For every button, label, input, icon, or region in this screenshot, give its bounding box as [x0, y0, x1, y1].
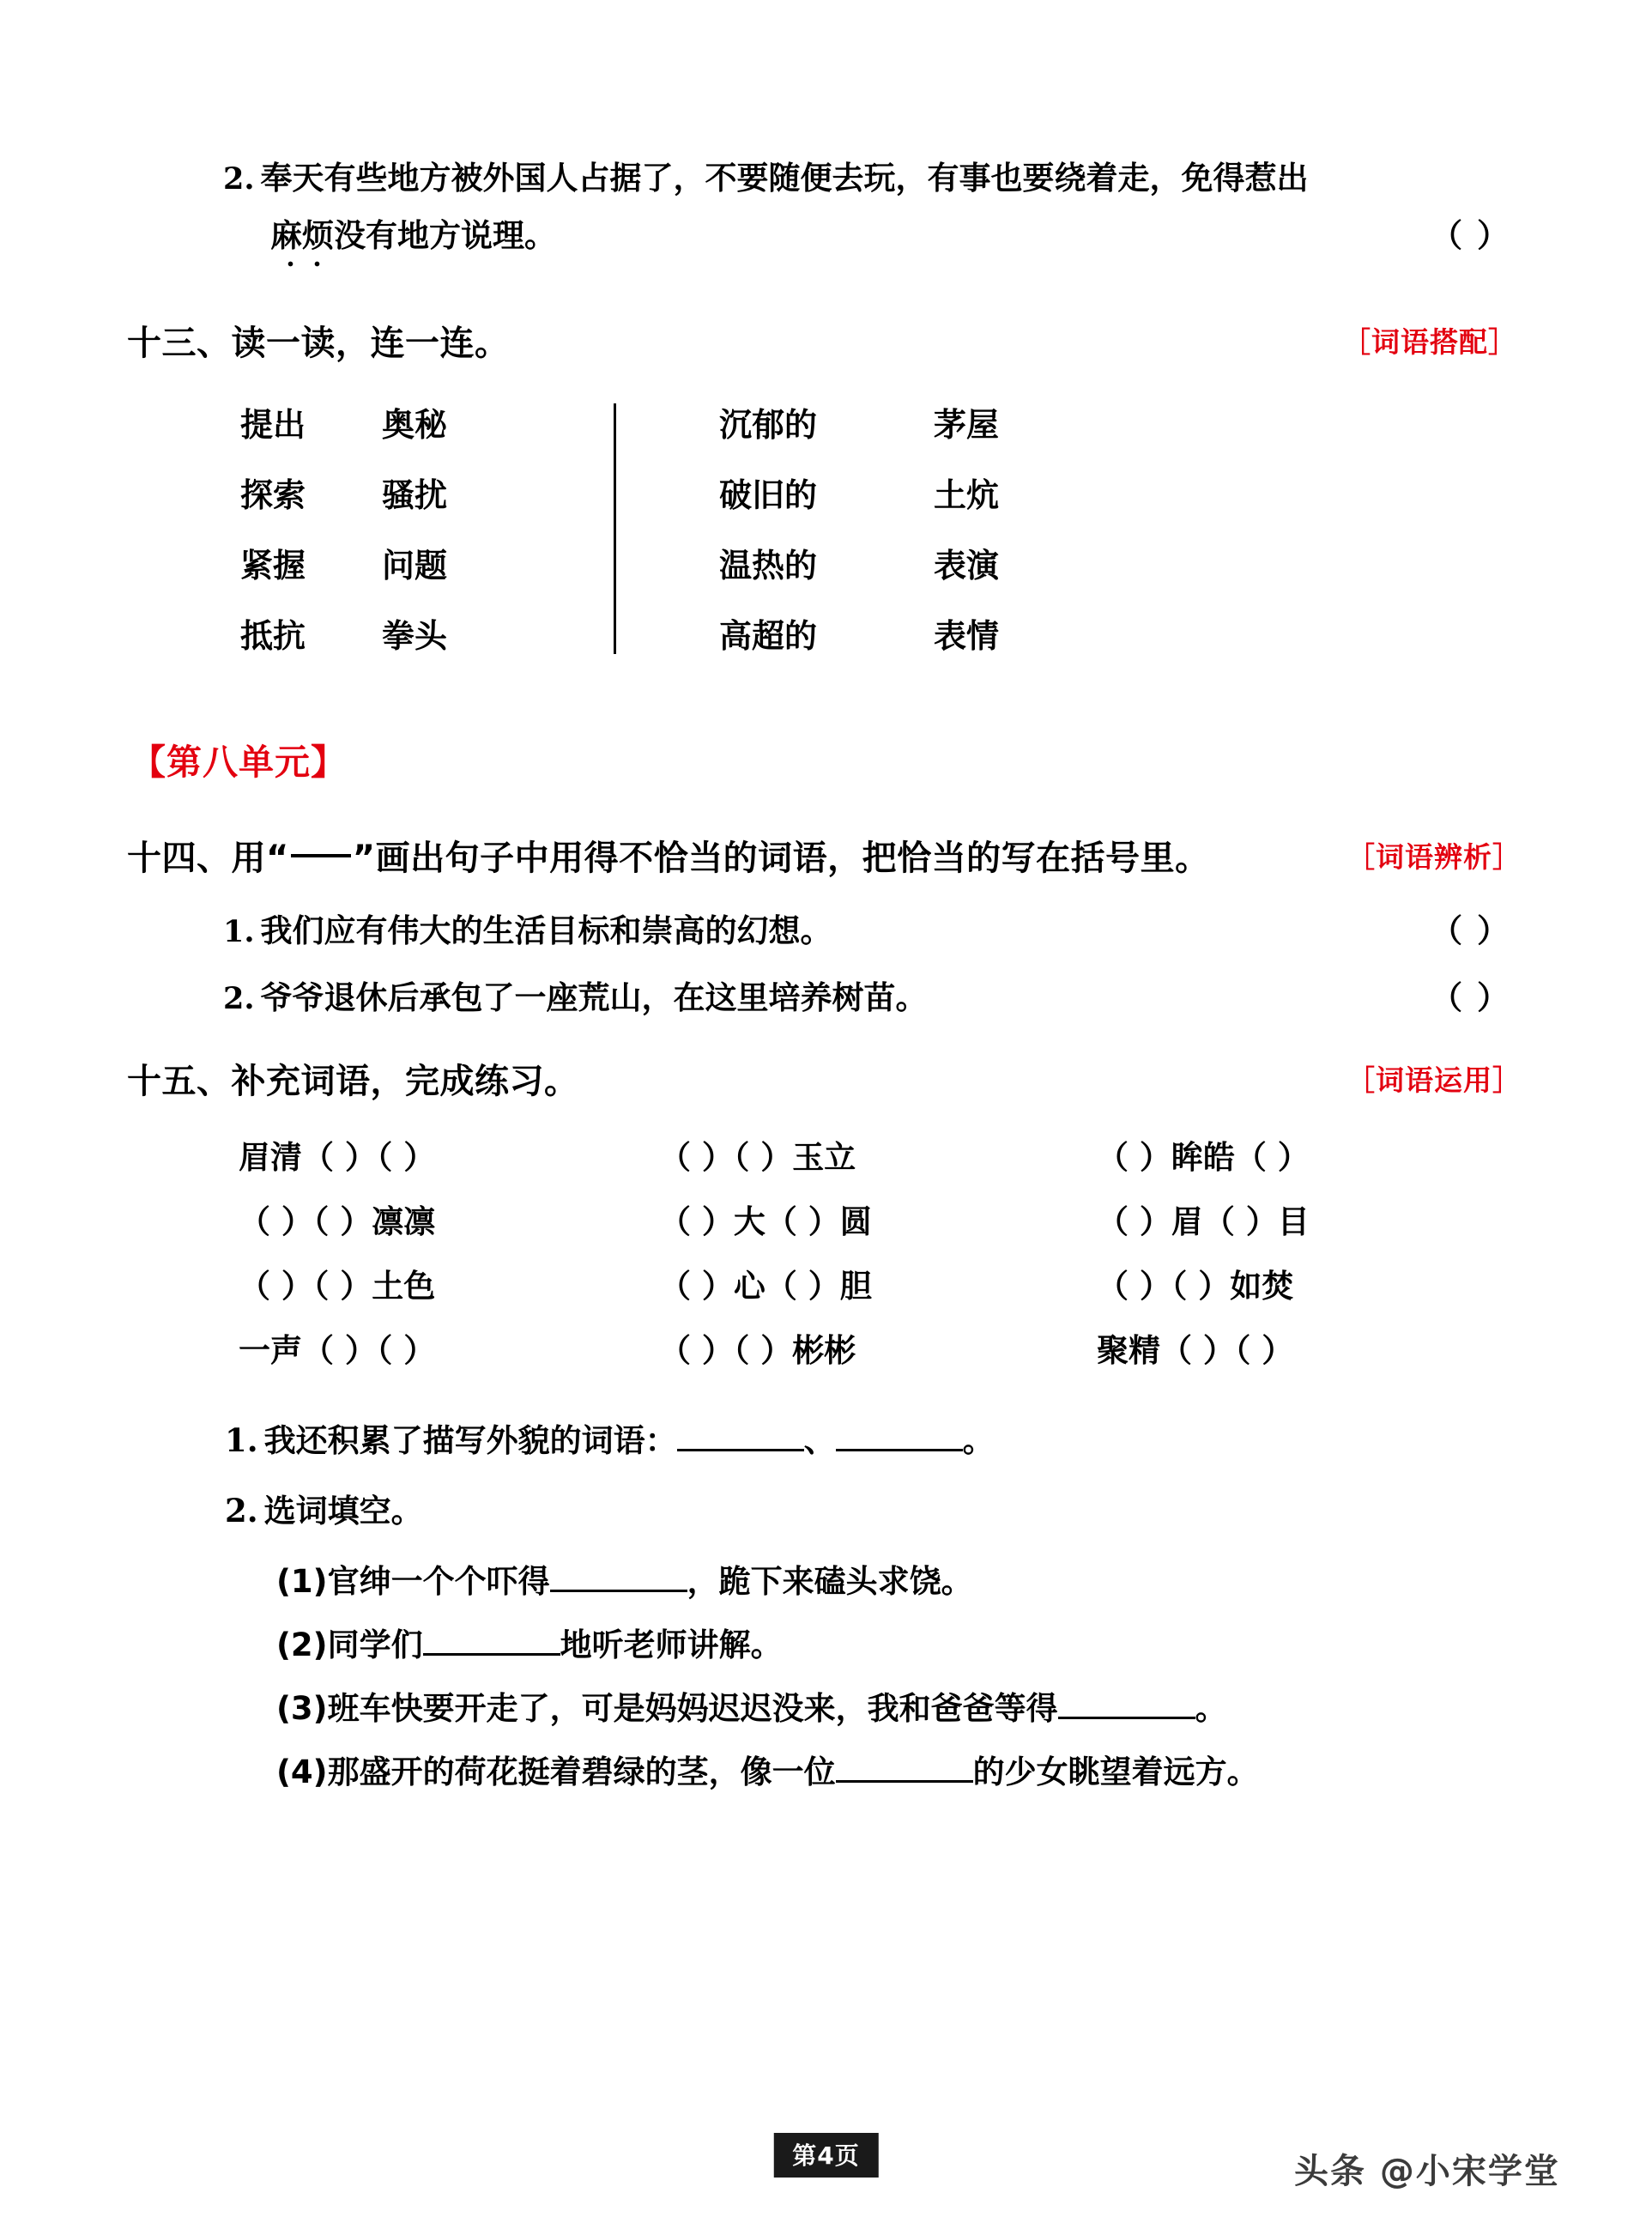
idiom-blank-item[interactable]: 聚精（ ）（ ） [1097, 1332, 1294, 1369]
question-text-rest: 没有地方说理。 [334, 217, 556, 254]
question-number: 2. [223, 161, 255, 197]
idiom-blank-item[interactable]: （ ）（ ）如焚 [1097, 1268, 1294, 1305]
match-item[interactable]: 破旧的 [719, 476, 818, 514]
section-title-13: 十三、读一读，连一连。 [127, 324, 510, 363]
answer-blank[interactable] [836, 1751, 973, 1783]
item-text: 爷爷退休后承包了一座荒山，在这里培养树苗。 [260, 979, 928, 1016]
match-item[interactable]: 土炕 [934, 476, 1000, 514]
matching-group-right [719, 403, 1105, 685]
item-number: 1. [225, 1421, 258, 1459]
item-number: 2. [225, 1492, 258, 1529]
answer-bracket[interactable]: （ ） [1431, 912, 1510, 949]
match-item[interactable]: 问题 [382, 547, 448, 585]
subitem-label: (2) [276, 1626, 328, 1663]
answer-blank[interactable] [677, 1420, 804, 1451]
match-left-col-b [382, 403, 605, 685]
match-left-col-a [240, 403, 382, 685]
subitem-label: (1) [276, 1563, 328, 1600]
section15-subitem-1 [276, 1555, 973, 1602]
section-heading-14 [127, 831, 1522, 880]
matching-exercise [240, 403, 1467, 685]
section-title-14-post: ”画出句子中用得不恰当的词语，把恰当的写在括号里。 [352, 839, 1210, 878]
idiom-blank-item[interactable]: （ ）（ ）彬彬 [659, 1332, 856, 1369]
emphasized-word: 麻烦 [270, 216, 334, 256]
page-number-badge: 第4页 [773, 2133, 878, 2178]
answer-blank[interactable] [423, 1624, 560, 1656]
idiom-row [239, 1196, 1526, 1242]
item-number: 2. [223, 981, 255, 1016]
match-item[interactable]: 茅屋 [934, 406, 1000, 444]
item-separator: 、 [803, 1422, 836, 1459]
column-divider [614, 403, 616, 654]
subitem-text-post: 的少女眺望着远方。 [972, 1754, 1259, 1790]
idiom-blank-item[interactable]: （ ）（ ）玉立 [659, 1139, 856, 1176]
subitem-text-pre: 那盛开的荷花挺着碧绿的茎，像一位 [327, 1754, 836, 1790]
matching-group-left [240, 403, 605, 685]
item-text: 选词填空。 [263, 1493, 423, 1529]
section15-subitem-3 [276, 1682, 1227, 1729]
idiom-blank-item[interactable]: （ ）心（ ）胆 [659, 1268, 872, 1305]
match-right-col-a [719, 403, 934, 685]
match-item[interactable]: 高超的 [719, 617, 818, 655]
subitem-text-post: ，跪下来磕头求饶。 [687, 1563, 973, 1600]
item-text-pre: 我还积累了描写外貌的词语： [263, 1422, 677, 1459]
subitem-text-pre: 同学们 [327, 1626, 423, 1663]
section-heading-15 [127, 1054, 1522, 1103]
match-item[interactable]: 沉郁的 [719, 406, 818, 444]
underline-mark-icon [291, 854, 351, 857]
match-item[interactable]: 紧握 [240, 547, 306, 585]
subitem-label: (4) [276, 1754, 328, 1790]
idiom-blank-item[interactable]: 眉清（ ）（ ） [239, 1139, 436, 1176]
idiom-blank-item[interactable]: 一声（ ）（ ） [239, 1332, 436, 1369]
subitem-label: (3) [276, 1690, 328, 1727]
match-item[interactable]: 骚扰 [382, 476, 448, 514]
subitem-text-post: 地听老师讲解。 [560, 1626, 783, 1663]
answer-bracket[interactable]: （ ） [1431, 217, 1510, 254]
idiom-blank-item[interactable]: （ ）眸皓（ ） [1097, 1139, 1310, 1176]
section14-item-1 [223, 912, 1519, 951]
match-item[interactable]: 拳头 [382, 617, 448, 655]
subitem-text-post: 。 [1195, 1690, 1227, 1727]
subitem-text-pre: 官绅一个个吓得 [327, 1563, 550, 1600]
match-item[interactable]: 奥秘 [382, 406, 448, 444]
idiom-row [239, 1324, 1526, 1371]
answer-blank[interactable] [836, 1420, 963, 1451]
item-text: 我们应有伟大的生活目标和崇高的幻想。 [260, 912, 832, 949]
section-title-15: 十五、补充词语，完成练习。 [127, 1062, 579, 1101]
carryover-question-line2 [270, 216, 1519, 256]
match-item[interactable]: 探索 [240, 476, 306, 514]
section-tag-14: ［词语辨析］ [1346, 840, 1522, 874]
answer-bracket[interactable]: （ ） [1431, 979, 1510, 1016]
match-item[interactable]: 提出 [240, 406, 306, 444]
idiom-blank-item[interactable]: （ ）大（ ）圆 [659, 1203, 872, 1240]
idiom-blank-item[interactable]: （ ）（ ）土色 [239, 1268, 436, 1305]
subitem-text-pre: 班车快要开走了，可是妈妈迟迟没来，我和爸爸等得 [327, 1690, 1058, 1727]
section15-item-1 [225, 1414, 995, 1461]
idiom-blank-item[interactable]: （ ）眉（ ）目 [1097, 1203, 1310, 1240]
match-item[interactable]: 抵抗 [240, 617, 306, 655]
answer-blank[interactable] [550, 1560, 687, 1592]
unit-heading: 【第八单元】 [130, 742, 347, 783]
section-heading-13 [127, 316, 1517, 365]
answer-blank[interactable] [1058, 1687, 1195, 1719]
match-item[interactable]: 表演 [934, 547, 1000, 585]
watermark: 头条 @小宋学堂 [1294, 2152, 1560, 2191]
carryover-question-line1 [223, 159, 1519, 198]
section-title-14-pre: 十四、用“ [127, 839, 289, 878]
match-item[interactable]: 温热的 [719, 547, 818, 585]
section15-subitem-4 [276, 1746, 1259, 1792]
item-number: 1. [223, 914, 255, 949]
section15-subitem-2 [276, 1619, 783, 1665]
section14-item-2 [223, 978, 1519, 1018]
idiom-blank-item[interactable]: （ ）（ ）凛凛 [239, 1203, 436, 1240]
idiom-row [239, 1131, 1526, 1178]
match-item[interactable]: 表情 [934, 617, 1000, 655]
section-tag-15: ［词语运用］ [1346, 1063, 1522, 1097]
section-tag-13: ［词语搭配］ [1342, 325, 1517, 359]
section15-item-2 [225, 1485, 423, 1531]
question-text: 奉天有些地方被外国人占据了，不要随便去玩，有事也要绕着走，免得惹出 [260, 160, 1309, 197]
idiom-row [239, 1260, 1526, 1306]
item-text-post: 。 [962, 1422, 995, 1459]
match-right-col-b [934, 403, 1105, 685]
